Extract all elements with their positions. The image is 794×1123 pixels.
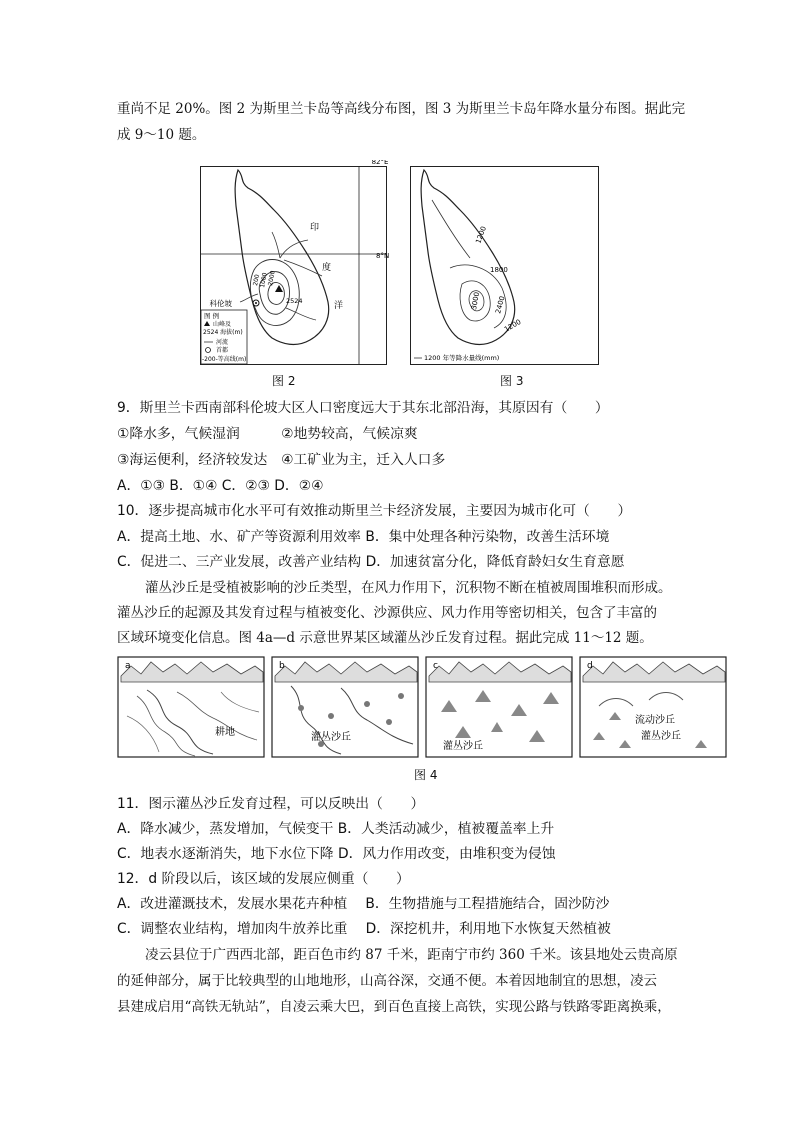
figure-4-caption: 图 4: [414, 768, 438, 782]
fig2-sea-label-2: 度: [322, 263, 332, 273]
question-12-options-ab: A．改进灌溉技术，发展水果花卉种植 B．生物措施与工程措施结合，固沙防沙: [117, 896, 610, 912]
panel-c-label: 灌丛沙丘: [443, 741, 483, 752]
fig2-city-label: 科伦坡: [209, 299, 232, 308]
question-12-options-cd: C．调整农业结构，增加肉牛放养比重 D．深挖机井，利用地下水恢复天然植被: [117, 921, 611, 937]
panel-b: [272, 657, 418, 757]
figure-4-svg: [117, 656, 729, 760]
fig2-legend-title: 图 例: [204, 312, 220, 320]
fig3-isohyet-3000: 3000: [470, 291, 482, 311]
figure-2-contour-map: [200, 160, 398, 372]
question-11-options-ab: A．降水减少，蒸发增加，气候变干 B．人类活动减少，植被覆盖率上升: [117, 821, 555, 837]
fig2-legend-peak: 山峰及: [213, 321, 232, 328]
fig2-sea-label-3: 洋: [334, 301, 344, 311]
fig2-peak-value: 2524: [286, 297, 303, 305]
panel-d-label-1: 流动沙丘: [635, 715, 675, 726]
question-10-options-cd: C．促进二、三产业发展，改善产业结构 D．加速贫富分化，降低育龄妇女生育意愿: [117, 554, 625, 570]
question-9-options-1: ①降水多，气候湿润 ②地势较高，气候凉爽: [117, 426, 418, 442]
panel-a-label: 耕地: [215, 727, 235, 738]
panel-b-letter: b: [279, 661, 285, 671]
figure-3-rainfall-map: [410, 160, 602, 372]
figure-4-dune-panels: [117, 656, 729, 764]
fig2-lat-label: 8°N: [376, 252, 390, 260]
panel-d-letter: d: [587, 661, 593, 671]
passage-3-line-1: 凌云县位于广西西北部，距百色市约 87 千米，距南宁市约 360 千米。该县地处云贵高原: [145, 947, 678, 963]
fig2-legend-peak-2: 2524 海拔(m): [203, 329, 243, 336]
question-11-stem: 11．图示灌丛沙丘发育过程，可以反映出（ ）: [117, 796, 425, 812]
panel-a-letter: a: [125, 661, 131, 671]
question-9-choices: A．①③ B．①④ C．②③ D．②④: [117, 478, 324, 494]
fig2-contour-200: 200: [252, 273, 261, 287]
passage-3-line-3: 县建成启用“高铁无轨站”，自凌云乘大巴，到百色直接上高铁，实现公路与铁路零距离换乘，: [117, 999, 671, 1015]
fig3-isohyet-1200: 1200: [474, 225, 488, 245]
fig2-legend-capital: 首都: [216, 347, 229, 354]
panel-d-label-2: 灌丛沙丘: [641, 731, 681, 742]
fig2-sea-label-1: 印: [310, 223, 320, 233]
fig3-isohyet-2400: 2400: [494, 295, 507, 315]
figure-2-caption: 图 2: [272, 374, 296, 388]
panel-c-letter: c: [433, 661, 438, 671]
fig2-legend-contour: -200-等高线(m): [202, 356, 247, 363]
figure-2-svg: [200, 160, 398, 368]
panel-a: [118, 657, 264, 757]
panel-d: [580, 657, 726, 757]
passage-3-line-2: 的延伸部分，属于比较典型的山地地形，山高谷深，交通不便。本着因地制宜的思想，凌云: [117, 973, 657, 989]
question-10-options-ab: A．提高土地、水、矿产等资源利用效率 B．集中处理各种污染物，改善生活环境: [117, 529, 610, 545]
passage-2-line-1: 灌丛沙丘是受植被影响的沙丘类型，在风力作用下，沉积物不断在植被周围堆积而形成。: [145, 580, 672, 596]
fig2-lon-label: 82°E: [371, 160, 389, 166]
question-12-stem: 12．d 阶段以后，该区域的发展应侧重（ ）: [117, 871, 410, 887]
fig2-legend-river: 河流: [216, 339, 229, 346]
panel-c: [426, 657, 572, 757]
intro-line-2: 成 9～10 题。: [117, 127, 206, 143]
figure-3-svg: [410, 160, 602, 368]
question-11-options-cd: C．地表水逐渐消失，地下水位下降 D．风力作用改变，由堆积变为侵蚀: [117, 846, 556, 862]
fig3-isohyet-1800: 1800: [490, 266, 508, 274]
fig3-isohyet-1200-south: 1200: [503, 317, 523, 334]
passage-2-line-2: 灌丛沙丘的起源及其发育过程与植被变化、沙源供应、风力作用等密切相关，包含了丰富的: [117, 605, 657, 621]
question-10-stem: 10．逐步提高城市化水平可有效推动斯里兰卡经济发展，主要因为城市化可（ ）: [117, 503, 632, 519]
question-9-options-2: ③海运便利，经济较发达 ④工矿业为主，迁入人口多: [117, 452, 446, 468]
fig3-legend: 1200 年等降水量线(mm): [424, 354, 500, 362]
fig2-contour-2000: 2000: [267, 270, 277, 287]
fig2-contour-1000: 1000: [259, 272, 269, 289]
passage-2-line-3: 区域环境变化信息。图 4a—d 示意世界某区域灌丛沙丘发育过程。据此完成 11～12 题。: [117, 630, 653, 646]
panel-b-label: 灌丛沙丘: [311, 732, 351, 743]
intro-line-1: 重尚不足 20%。图 2 为斯里兰卡岛等高线分布图，图 3 为斯里兰卡岛年降水量分布图。据此完: [117, 101, 686, 117]
question-9-stem: 9．斯里兰卡西南部科伦坡大区人口密度远大于其东北部沿海，其原因有（ ）: [117, 400, 609, 416]
figure-3-caption: 图 3: [500, 374, 524, 388]
